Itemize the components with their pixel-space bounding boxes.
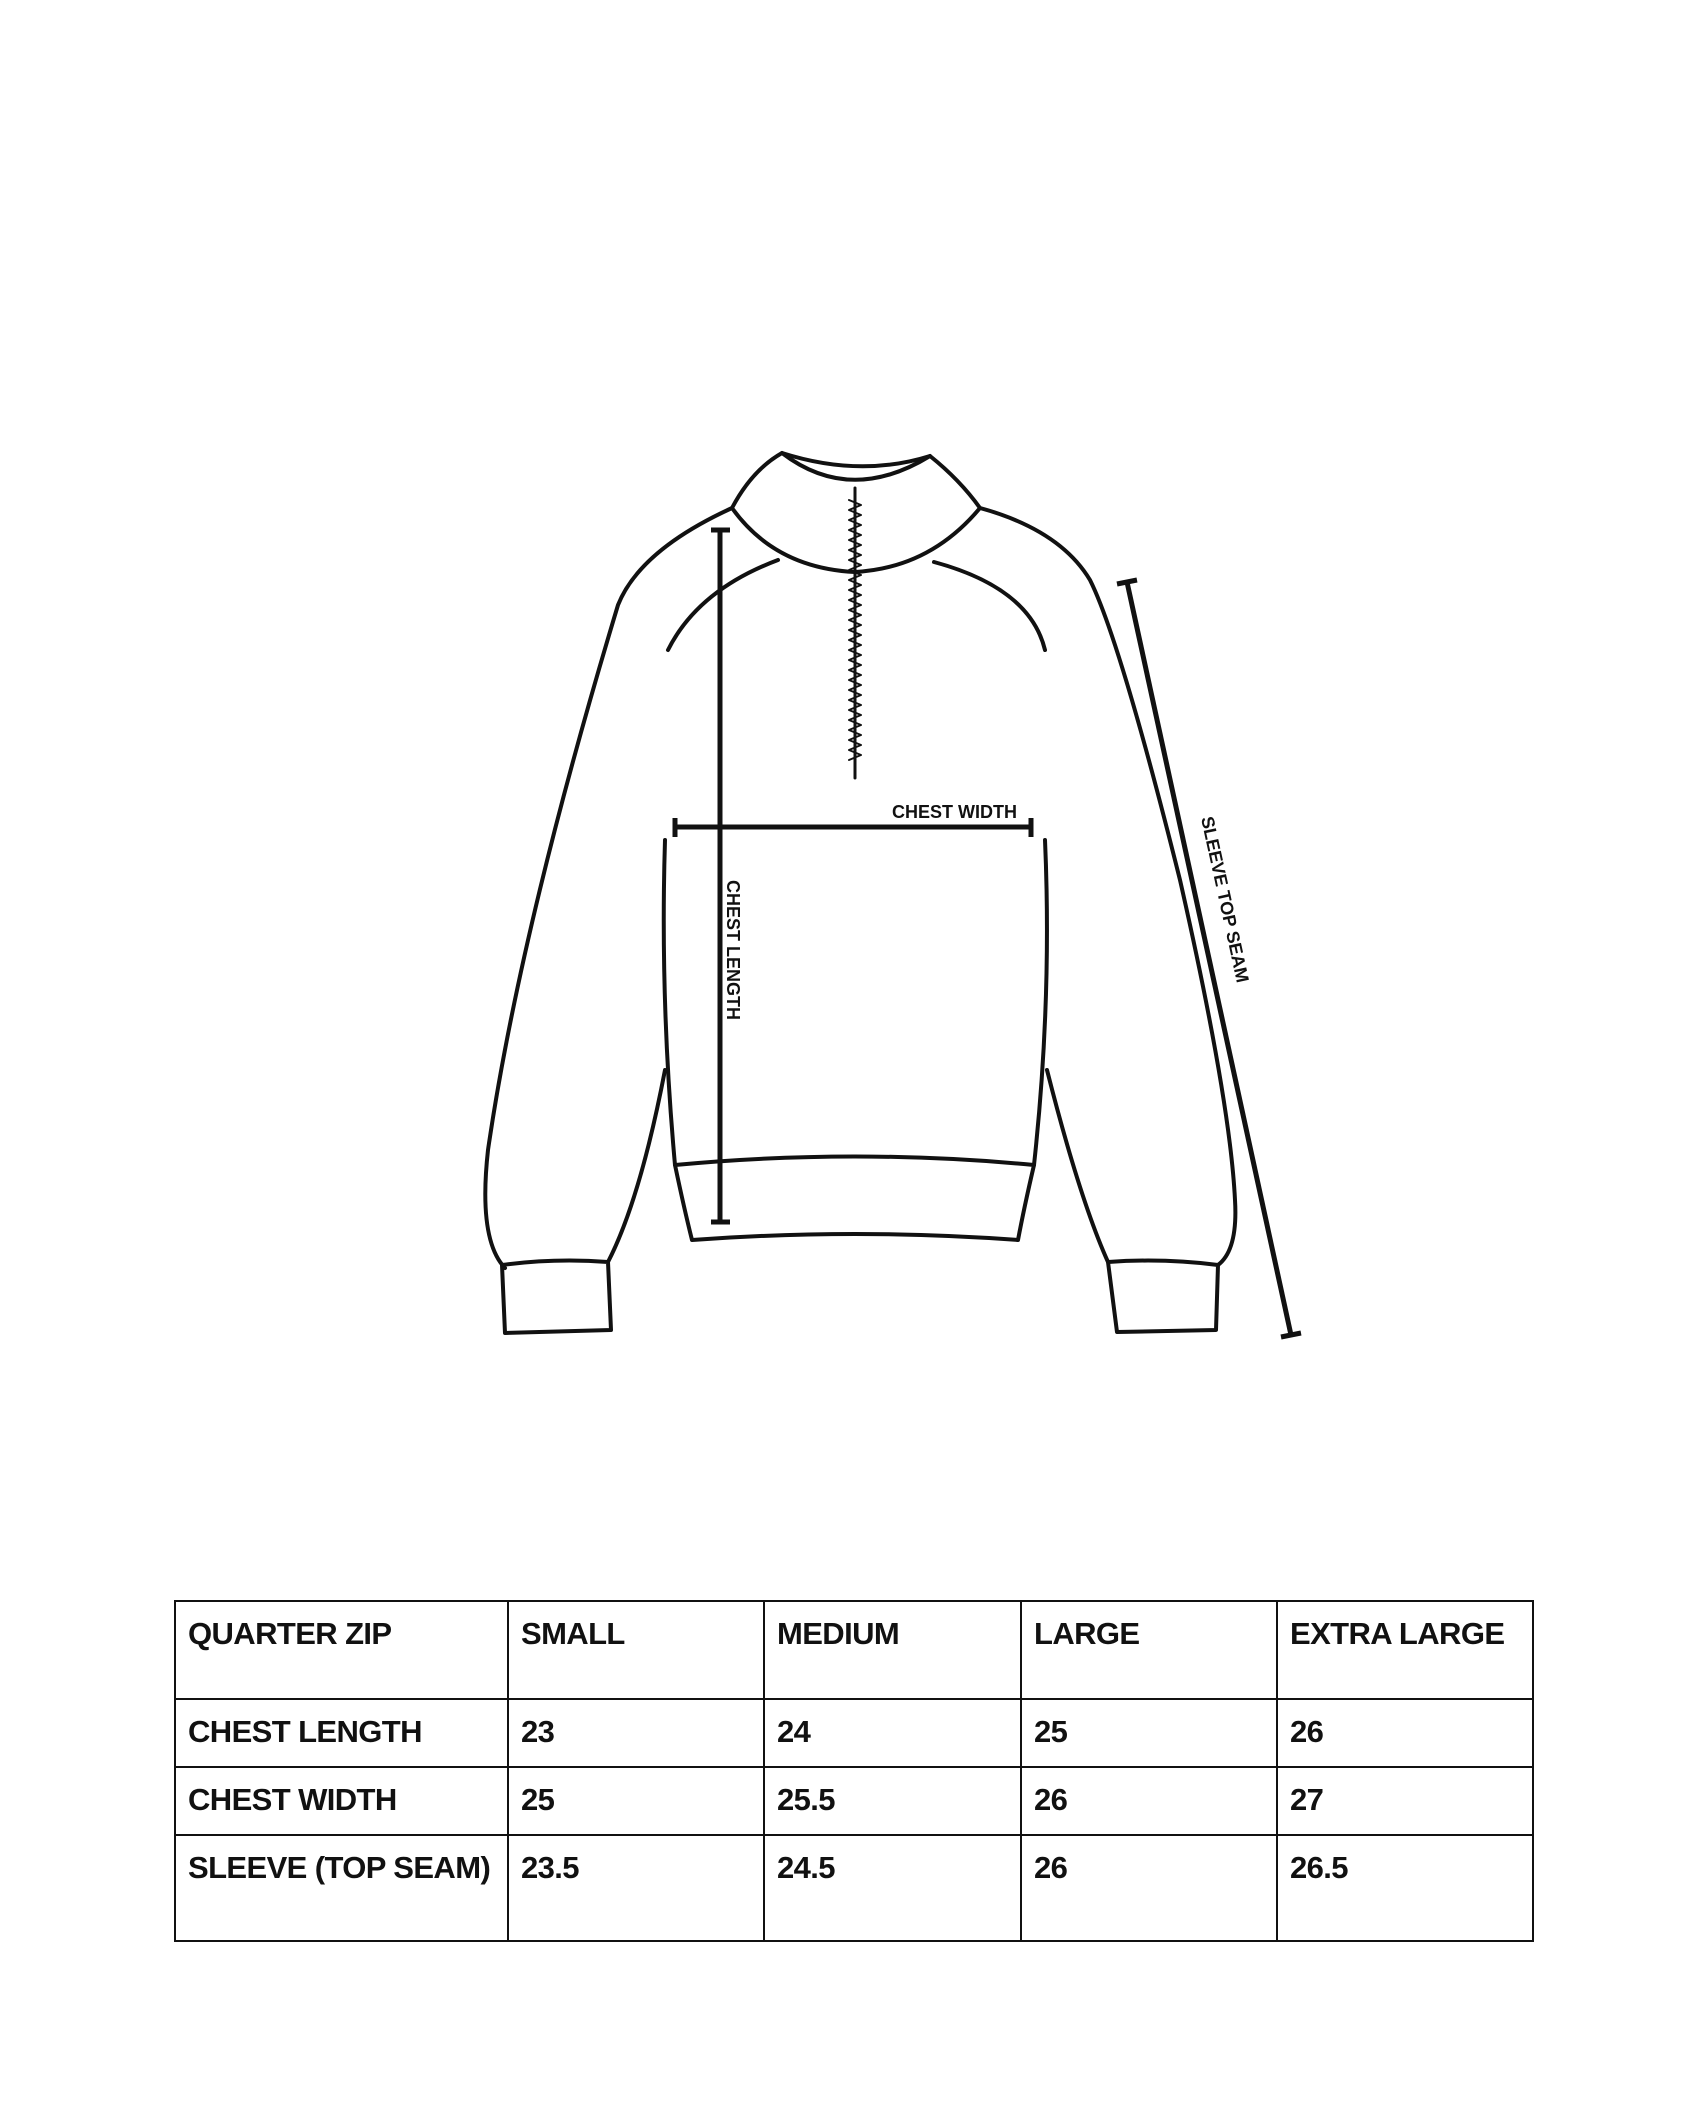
header-product-name: QUARTER ZIP xyxy=(175,1601,508,1699)
header-size-large: LARGE xyxy=(1021,1601,1277,1699)
right-cuff xyxy=(1108,1261,1218,1332)
table-row-chest-width xyxy=(175,1767,1533,1835)
left-cuff xyxy=(502,1261,611,1333)
table-cell: 23 xyxy=(508,1699,764,1767)
table-cell: 25.5 xyxy=(764,1767,1021,1835)
sleeve-top-seam-measurement xyxy=(1117,580,1301,1337)
table-header-row xyxy=(175,1601,1533,1699)
header-size-small: SMALL xyxy=(508,1601,764,1699)
table-cell: 26 xyxy=(1021,1767,1277,1835)
left-raglan-seam xyxy=(668,560,778,650)
chest-length-measurement xyxy=(711,530,743,1222)
table-cell: 25 xyxy=(1021,1699,1277,1767)
sleeve-line xyxy=(1127,582,1291,1335)
table-cell: 27 xyxy=(1277,1767,1533,1835)
body-right-side xyxy=(1034,840,1047,1165)
body-left-side xyxy=(664,840,675,1165)
table-cell: 24.5 xyxy=(764,1835,1021,1941)
table-cell: 25 xyxy=(508,1767,764,1835)
left-sleeve-inner xyxy=(608,1070,665,1262)
table-cell: 23.5 xyxy=(508,1835,764,1941)
right-raglan-seam xyxy=(934,562,1045,650)
table-cell: 24 xyxy=(764,1699,1021,1767)
row-label: CHEST WIDTH xyxy=(175,1767,508,1835)
right-sleeve-inner xyxy=(1047,1070,1108,1262)
table-row-chest-length xyxy=(175,1699,1533,1767)
chest-width-measurement xyxy=(675,802,1031,837)
chest-width-label: CHEST WIDTH xyxy=(892,802,1017,822)
row-label: SLEEVE (TOP SEAM) xyxy=(175,1835,508,1941)
chest-length-label: CHEST LENGTH xyxy=(723,880,743,1021)
header-size-medium: MEDIUM xyxy=(764,1601,1021,1699)
left-sleeve-outer xyxy=(485,508,732,1268)
sleeve-top-seam-label: SLEEVE TOP SEAM xyxy=(1197,814,1253,985)
waistband xyxy=(675,1157,1034,1241)
right-sleeve-outer xyxy=(980,508,1235,1265)
header-size-extra-large: EXTRA LARGE xyxy=(1277,1601,1533,1699)
table-cell: 26 xyxy=(1021,1835,1277,1941)
row-label: CHEST LENGTH xyxy=(175,1699,508,1767)
table-row-sleeve-top-seam xyxy=(175,1835,1533,1941)
sleeve-cap-top xyxy=(1117,580,1137,584)
table-cell: 26 xyxy=(1277,1699,1533,1767)
sleeve-cap-bottom xyxy=(1281,1333,1301,1337)
size-chart-table xyxy=(174,1600,1534,1942)
table-cell: 26.5 xyxy=(1277,1835,1533,1941)
